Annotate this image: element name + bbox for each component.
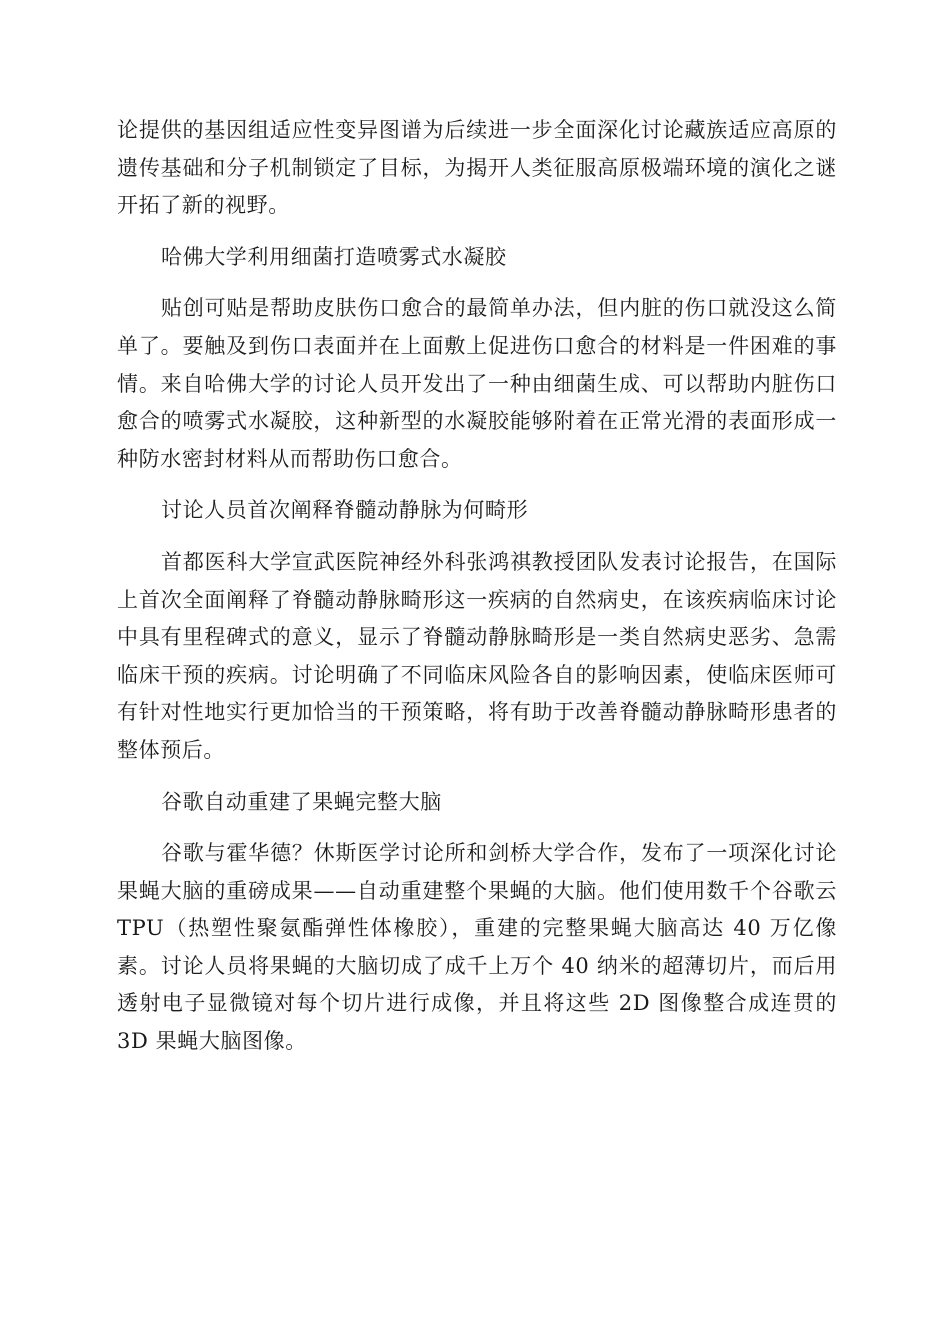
paragraph-continuation: 论提供的基因组适应性变异图谱为后续进一步全面深化讨论藏族适应高原的遗传基础和分子机制锁定了目标，为揭开人类征服高原极端环境的演化之谜开拓了新的视野。 xyxy=(117,118,837,218)
document-body xyxy=(117,112,837,1061)
section-heading-spinal-avm: 讨论人员首次阐释脊髓动静脉为何畸形 xyxy=(161,498,529,523)
section-heading-google-fly-brain: 谷歌自动重建了果蝇完整大脑 xyxy=(161,789,442,814)
paragraph-spinal-avm: 首都医科大学宣武医院神经外科张鸿祺教授团队发表讨论报告，在国际上首次全面阐释了脊髓动静脉畸形这一疾病的自然病史，在该疾病临床讨论中具有里程碑式的意义，显示了脊髓动静脉畸形是一类自然病史恶劣、急需临床干预的疾病。讨论明确了不同临床风险各自的影响因素，使临床医师可有针对性地实行更加恰当的干预策略，将有助于改善脊髓动静脉畸形患者的整体预后。 xyxy=(117,549,837,762)
paragraph-google-fly-brain: 谷歌与霍华德？休斯医学讨论所和剑桥大学合作，发布了一项深化讨论果蝇大脑的重磅成果——自动重建整个果蝇的大脑。他们使用数千个谷歌云 TPU（热塑性聚氨酯弹性体橡胶），重建的完整果蝇大脑高达 40 万亿像素。讨论人员将果蝇的大脑切成了成千上万个 40 纳米的超薄切片，而后用透射电子显微镜对每个切片进行成像，并且将这些 2D 图像整合成连贯的 3D 果蝇大脑图像。 xyxy=(117,841,837,1054)
paragraph-harvard-hydrogel: 贴创可贴是帮助皮肤伤口愈合的最简单办法，但内脏的伤口就没这么简单了。要触及到伤口表面并在上面敷上促进伤口愈合的材料是一件困难的事情。来自哈佛大学的讨论人员开发出了一种由细菌生成、可以帮助内脏伤口愈合的喷雾式水凝胶，这种新型的水凝胶能够附着在正常光滑的表面形成一种防水密封材料从而帮助伤口愈合。 xyxy=(117,296,837,471)
section-heading-harvard-hydrogel: 哈佛大学利用细菌打造喷雾式水凝胶 xyxy=(161,244,507,269)
